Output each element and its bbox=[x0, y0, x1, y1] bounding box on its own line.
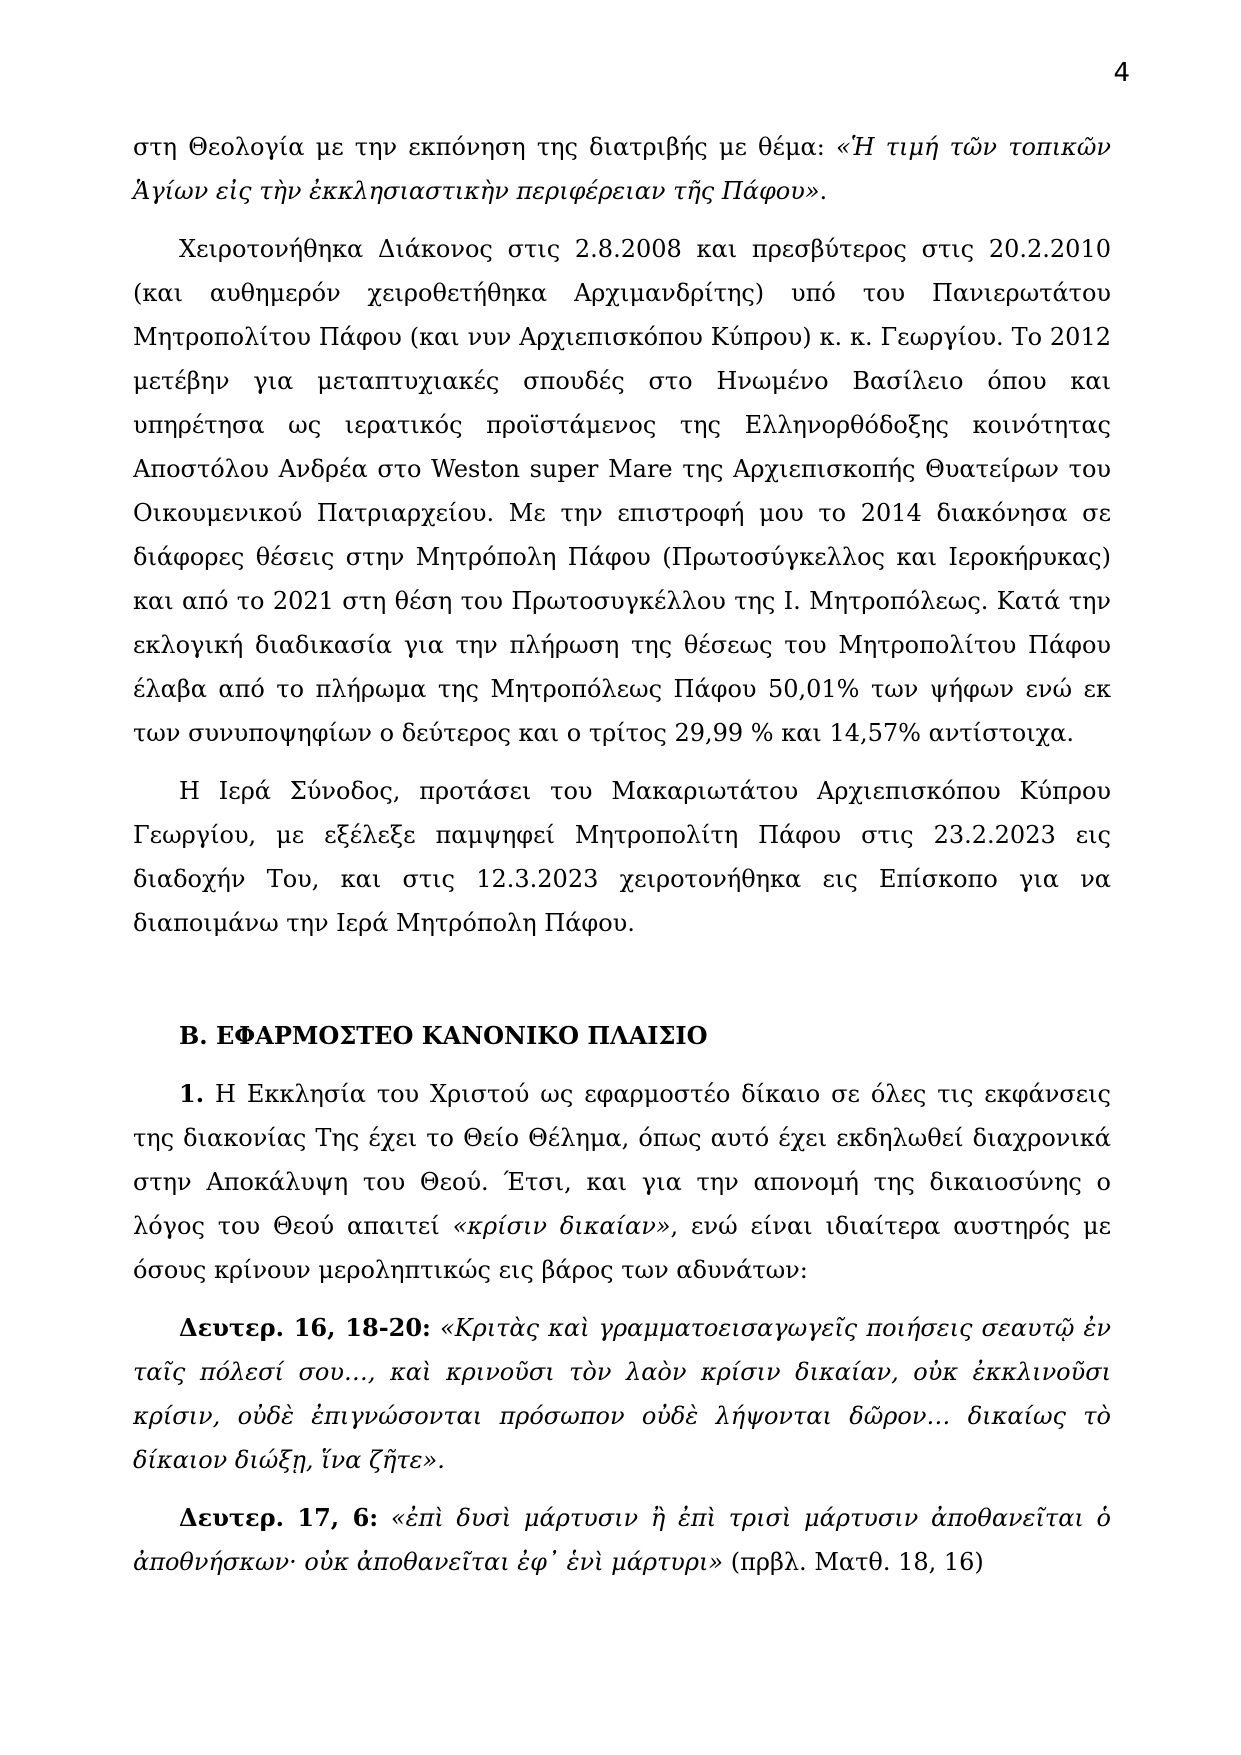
paragraph bbox=[133, 1496, 1111, 1584]
paragraph bbox=[133, 227, 1111, 755]
paragraph bbox=[133, 769, 1111, 945]
heading-text: Β. ΕΦΑΡΜΟΣΤΕΟ ΚΑΝΟΝΙΚΟ ΠΛΑΙΣΙΟ bbox=[179, 1021, 708, 1050]
text-segment: «Ἡ τιμή τῶν τοπικῶν Ἁγίων εἰς τὴν ἐκκλησιαστικὴν περιφέρειαν τῆς Πάφου» bbox=[133, 133, 1111, 205]
section-heading bbox=[133, 1014, 1111, 1058]
text-segment: Δευτερ. 16, 18-20: bbox=[179, 1313, 431, 1342]
text-segment: Η Εκκλησία του Χριστού ως εφαρμοστέο δίκαιο σε όλες τις εκφάνσεις της διακονίας Της έχει το Θείο Θέλημα, όπως αυτό έχει εκδηλωθεί διαχρονικά στην Αποκάλυψη του Θεού. Έτσι, και για την απονομή της δικαιοσύνης ο λόγος του Θεού απαιτεί bbox=[133, 1080, 1111, 1240]
text-segment: (πρβλ. Ματθ. 18, 16) bbox=[723, 1548, 984, 1576]
text-segment: Δευτερ. 17, 6: bbox=[179, 1503, 379, 1532]
text-segment: «Κριτὰς καὶ γραμματοεισαγωγεῖς ποιήσεις σεαυτῷ ἐν ταῖς πόλεσί σου…, καὶ κρινοῦσι τὸν λαὸν κρίσιν δικαίαν, οὐκ ἐκκλινοῦσι κρίσιν, οὐδὲ ἐπιγνώσονται πρόσωπον οὐδὲ λήψονται δῶρον… δικαίως τὸ δίκαιον διώξῃ, ἵνα ζῆτε». bbox=[133, 1314, 1112, 1474]
text-segment: 1. bbox=[179, 1079, 205, 1108]
text-segment: Η Ιερά Σύνοδος, προτάσει του Μακαριωτάτου Αρχιεπισκόπου Κύπρου Γεωργίου, με εξέλεξε παμψηφεί Μητροπολίτη Πάφου στις 23.2.2023 εις διαδοχήν Του, και στις 12.3.2023 χειροτονήθηκα εις Επίσκοπο για να διαποιμάνω την Ιερά Μητρόπολη Πάφου. bbox=[133, 777, 1111, 937]
text-segment: «κρίσιν δικαίαν» bbox=[452, 1212, 671, 1240]
text-segment: «ἐπὶ δυσὶ μάρτυσιν ἢ ἐπὶ τρισὶ μάρτυσιν ἀποθανεῖται ὁ ἀποθνήσκων· οὐκ ἀποθανεῖται ἐφ᾽ ἑνὶ μάρτυρι» bbox=[133, 1504, 1111, 1576]
paragraph bbox=[133, 125, 1111, 213]
text-segment: . bbox=[819, 177, 828, 205]
paragraph bbox=[133, 1072, 1111, 1292]
text-segment: Χειροτονήθηκα Διάκονος στις 2.8.2008 και πρεσβύτερος στις 20.2.2010 (και αυθημερόν χειροθετήθηκα Αρχιμανδρίτης) υπό του Πανιερωτάτου Μητροπολίτου Πάφου (και νυν Αρχιεπισκόπου Κύπρου) κ. κ. Γεωργίου. Το 2012 μετέβην για μεταπτυχιακές σπουδές στο Ηνωμένο Βασίλειο όπου και υπηρέτησα ως ιερατικός προϊστάμενος της Ελληνορθόδοξης κοινότητας Αποστόλου Ανδρέα στο Weston super Mare της Αρχιεπισκοπής Θυατείρων του Οικουμενικού Πατριαρχείου. Με την επιστροφή μου το 2014 διακόνησα σε διάφορες θέσεις στην Μητρόπολη Πάφου (Πρωτοσύγκελλος και Ιεροκήρυκας) και από το 2021 στη θέση του Πρωτοσυγκέλλου της Ι. Μητροπόλεως. Κατά την εκλογική διαδικασία για την πλήρωση της θέσεως του Μητροπολίτου Πάφου έλαβα από το πλήρωμα της Μητροπόλεως Πάφου 50,01% των ψήφων ενώ εκ των συνυποψηφίων ο δεύτερος και ο τρίτος 29,99 % και 14,57% αντίστοιχα. bbox=[133, 235, 1111, 747]
text-segment: στη Θεολογία με την εκπόνηση της διατριβής με θέμα: bbox=[133, 133, 837, 161]
text-segment: , ενώ είναι ιδιαίτερα αυστηρός με όσους κρίνουν μεροληπτικώς εις βάρος των αδυνάτων: bbox=[133, 1212, 1112, 1284]
document-body bbox=[133, 125, 1111, 1598]
page-number: 4 bbox=[1113, 58, 1130, 88]
paragraph bbox=[133, 1306, 1111, 1482]
